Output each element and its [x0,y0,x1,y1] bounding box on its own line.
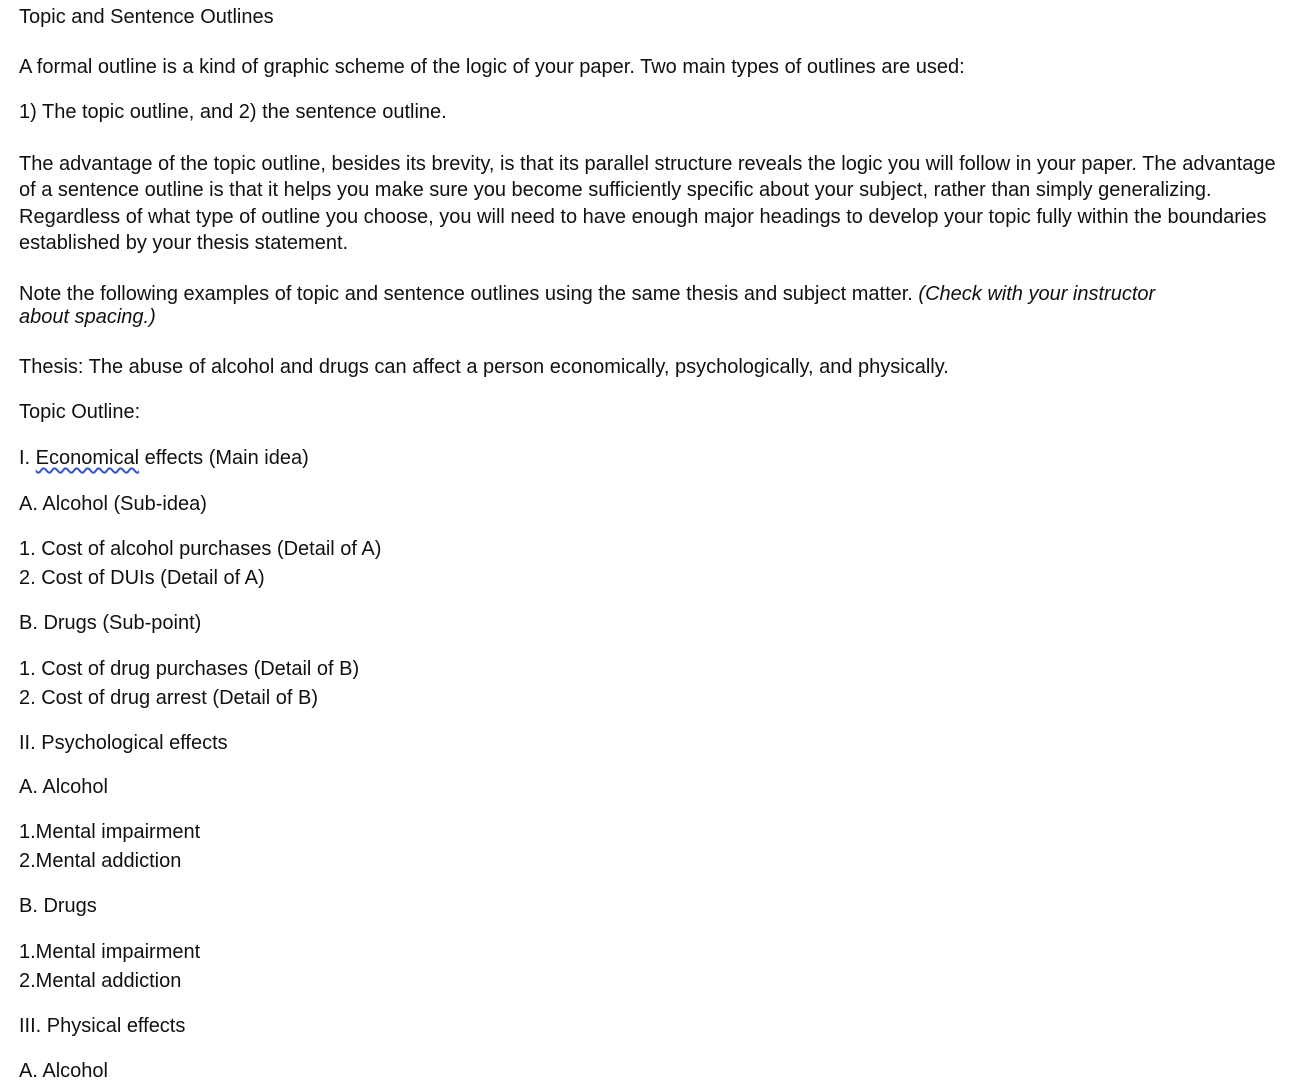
note-italic-text: (Check with your instructor about spacing.) [19,283,1156,328]
outline-item-i-b: B. Drugs (Sub-point) [19,612,202,634]
outline-item-ii-a: A. Alcohol [19,776,108,798]
thesis-line: Thesis: The abuse of alcohol and drugs can affect a person economically, psychologically, and physically. [19,356,949,378]
outline-item-ii: II. Psychological effects [19,732,228,754]
outline-item-ii-a-1: 1.Mental impairment [19,821,201,843]
spellcheck-flagged-word[interactable]: Economical [35,447,140,469]
outline-item-i [19,446,309,470]
outline-item-ii-a-2: 2.Mental addiction [19,850,182,872]
outline-item-ii-b-1: 1.Mental impairment [19,941,201,963]
outline-item-iii: III. Physical effects [19,1015,186,1037]
note-text: Note the following examples of topic and sentence outlines using the same thesis and subject matter. [19,283,919,305]
outline-types-line: 1) The topic outline, and 2) the sentence outline. [19,101,447,123]
outline-item-i-b-1: 1. Cost of drug purchases (Detail of B) [19,658,360,680]
outline-item-i-prefix: I. [19,447,36,469]
outline-item-i-b-2: 2. Cost of drug arrest (Detail of B) [19,687,319,709]
outline-item-i-a-2: 2. Cost of DUIs (Detail of A) [19,567,265,589]
advantage-paragraph: The advantage of the topic outline, besides its brevity, is that its parallel structure reveals the logic you will follow in your paper. The advantage of a sentence outline is that it helps you make sure you become sufficiently specific about your subject, rather than simply generalizing. Regardless of what type of outline you choose, you will need to have enough major headings to develop your topic fully within the boundaries established by your thesis statement. [19,153,1276,254]
topic-outline-label: Topic Outline: [19,401,141,423]
document-title: Topic and Sentence Outlines [19,6,274,28]
intro-paragraph: A formal outline is a kind of graphic scheme of the logic of your paper. Two main types of outlines are used: [19,56,965,78]
outline-item-i-a-1: 1. Cost of alcohol purchases (Detail of A) [19,538,382,560]
outline-item-iii-a: A. Alcohol [19,1060,108,1082]
outline-item-i-a: A. Alcohol (Sub-idea) [19,493,207,515]
outline-item-i-suffix: effects (Main idea) [139,447,309,469]
outline-item-ii-b-2: 2.Mental addiction [19,970,182,992]
outline-item-ii-b: B. Drugs [19,895,97,917]
note-paragraph [19,283,1169,329]
